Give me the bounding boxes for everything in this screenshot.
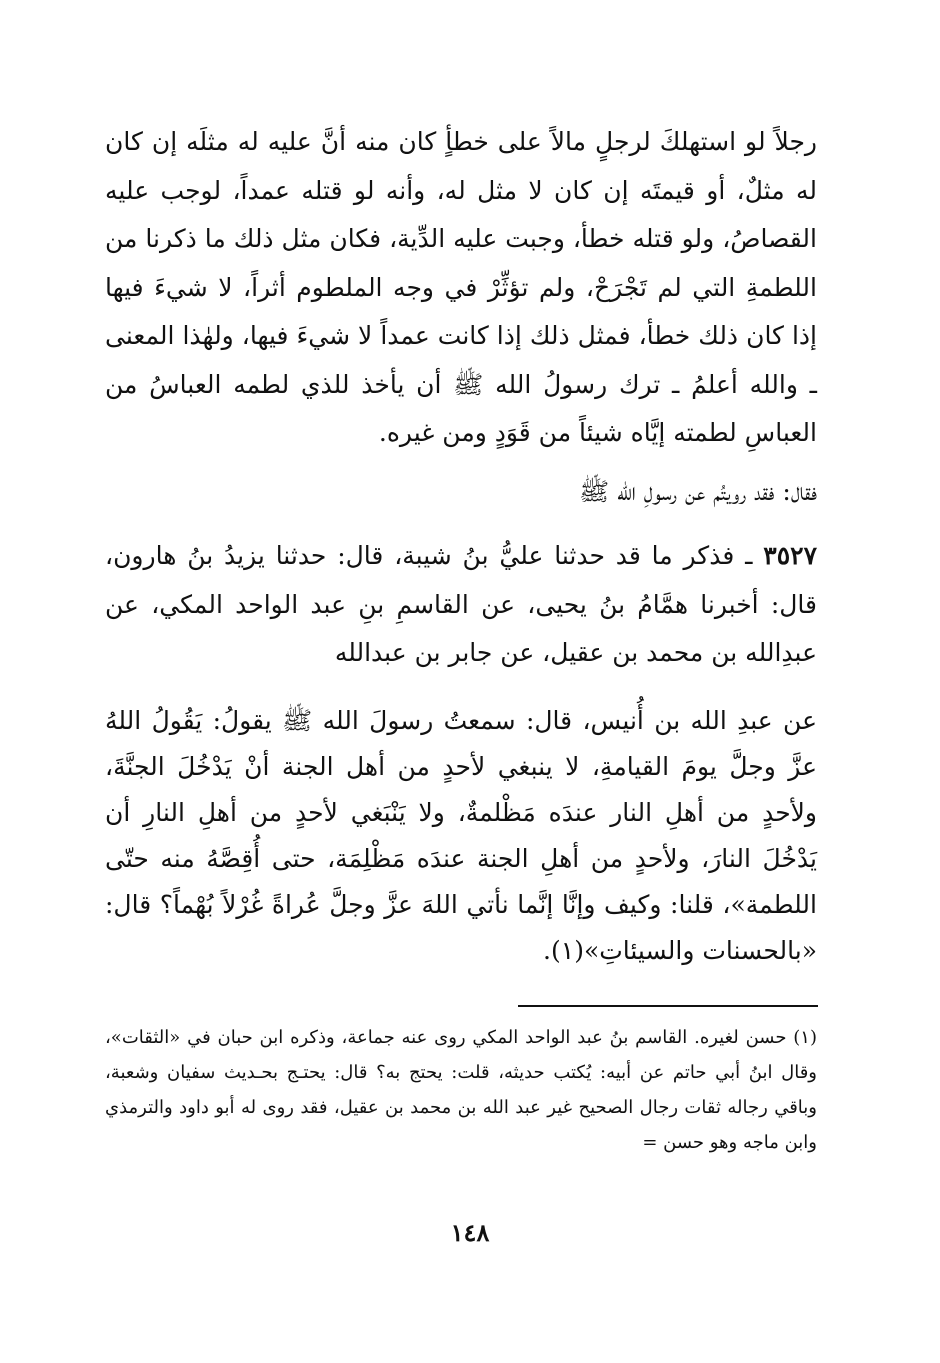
page-number: ١٤٨	[450, 1218, 490, 1247]
paragraph-3	[105, 532, 817, 678]
paragraph-3-text: ـ فذكر ما قد حدثنا عليُّ بنُ شيبة، قال: حدثنا يزيدُ بنُ هارون، قال: أخبرنا همَّامُ بنُ يحيى، عن القاسمِ بنِ عبد الواحد المكي، عن عبدِالله بن محمد بن عقيل، عن جابر بن عبدالله	[105, 541, 817, 667]
paragraph-1: رجلاً لو استهلكَ لرجلٍ مالاً على خطأٍ كان منه أنَّ عليه له مثلَه إن كان له مثلٌ، أو قيمتَه إن كان لا مثل له، وأنه لو قتله عمداً، لوجب عليه القصاصُ، ولو قتله خطأ، وجبت عليه الدِّية، فكان مثل ذلك ما ذكرنا من اللطمةِ التي لم تَجْرَحْ، ولم تؤثِّرْ في وجه الملطوم أثراً، لا شيءَ فيها إذا كان ذلك خطأ، فمثل ذلك إذا كانت عمداً لا شيءَ فيها، ولهٰذا المعنى ـ والله أعلمُ ـ ترك رسولُ الله ﷺ أن يأخذ للذي لطمه العباسُ من العباسِ لطمته إيَّاه شيئاً من قَوَدٍ ومن غيره.	[105, 127, 817, 447]
paragraph-4: عن عبدِ الله بن أُنيس، قال: سمعتُ رسولَ الله ﷺ يقولُ: يَقُولُ اللهُ عزَّ وجلَّ يومَ القيامةِ، لا ينبغي لأحدٍ من أهل الجنة أنْ يَدْخُلَ الجنَّةَ، ولأحدٍ من أهلِ النار عندَه مَظْلمةٌ، ولا يَنْبَغي لأحدٍ من أهلِ النارِ أن يَدْخُلَ النارَ، ولأحدٍ من أهلِ الجنة عندَه مَظْلِمَة، حتى أُقِصَّهُ منه حتّى اللطمة»، قلنا: وكيف وإنَّا إنَّما نأتي اللهَ عزَّ وجلَّ عُراةً غُرْلاً بُهْماً؟ قال: «بالحسنات والسيئاتِ»(١).	[105, 705, 817, 965]
hadith-number: ٣٥٢٧	[763, 541, 817, 570]
main-text	[105, 118, 817, 974]
footnote-divider	[518, 1005, 818, 1007]
paragraph-2: فقال: فقد رويتُم عن رسولِ الله ﷺ	[579, 476, 817, 506]
footnote: (١) حسن لغيره. القاسم بنُ عبد الواحد المكي روى عنه جماعة، وذكره ابن حبان في «الثقات»، وقال ابنُ أبي حاتم عن أبيه: يُكتب حديثه، قلت: يحتج به؟ قال: يحتـج بحـديث سفيان وشعبة، وباقي رجاله ثقات رجال الصحيح غير عبد الله بن محمد بن عقيل، فقد روى له أبو داود والترمذي وابن ماجه وهو حسن =	[105, 1027, 817, 1153]
